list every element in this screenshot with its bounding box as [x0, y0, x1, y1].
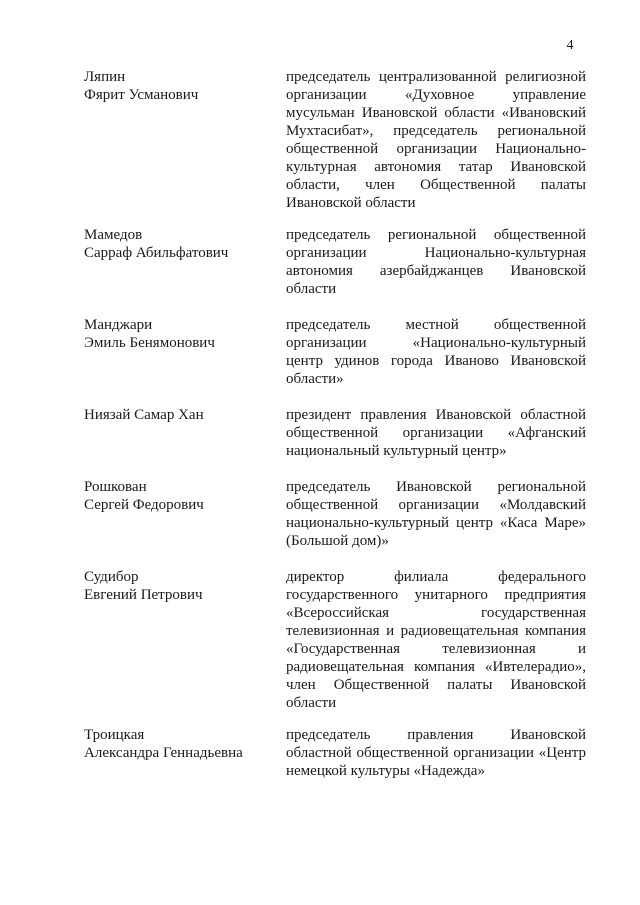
member-name [84, 478, 284, 568]
position-line: (Большой дом)» [286, 533, 389, 549]
member-surname: Манджари [84, 317, 153, 333]
position-line: государственного унитарного предприятия [286, 587, 586, 603]
member-position [286, 316, 586, 388]
member-entry [0, 726, 640, 798]
member-surname: Троицкая [84, 727, 145, 743]
position-line: «Всероссийская государственная [286, 605, 586, 621]
member-name [84, 568, 284, 726]
member-full-name: Ниязай Самар Хан [84, 407, 204, 423]
member-entry [0, 478, 640, 568]
member-entry [0, 406, 640, 478]
member-surname: Мамедов [84, 227, 143, 243]
position-line: организации Национально-культурная [286, 245, 586, 261]
member-name [84, 226, 284, 316]
position-line: общественной организации Национально- [286, 141, 586, 157]
position-line: председатель региональной общественной [286, 227, 586, 243]
member-entry [0, 68, 640, 226]
position-line: культурная автономия татар Ивановской [286, 159, 586, 175]
position-line: области [286, 281, 337, 297]
member-name [84, 68, 284, 226]
position-line: общественной организации «Молдавский [286, 497, 586, 513]
position-line: председатель централизованной религиозной [286, 69, 586, 85]
member-given-names: Сарраф Абильфатович [84, 245, 229, 261]
member-name [84, 726, 284, 798]
member-entry [0, 316, 640, 406]
position-line: области, член Общественной палаты [286, 177, 586, 193]
member-given-names: Александра Геннадьевна [84, 745, 243, 761]
page-number: 4 [566, 38, 574, 53]
position-line: председатель местной общественной [286, 317, 586, 333]
position-line: член Общественной палаты Ивановской [286, 677, 586, 693]
position-line: автономия азербайджанцев Ивановской [286, 263, 586, 279]
member-position [286, 406, 586, 460]
member-given-names: Сергей Федорович [84, 497, 204, 513]
position-line: национально-культурный центр «Каса Маре» [286, 515, 586, 531]
position-line: Ивановской области [286, 195, 416, 211]
position-line: центр удинов города Иваново Ивановской [286, 353, 586, 369]
member-entry [0, 226, 640, 316]
position-line: телевизионная и радиовещательная компания [286, 623, 586, 639]
position-line: председатель Ивановской региональной [286, 479, 586, 495]
position-line: председатель правления Ивановской [286, 727, 586, 743]
member-given-names: Эмиль Бенямонович [84, 335, 215, 351]
member-surname: Рошкован [84, 479, 147, 495]
member-position [286, 478, 586, 550]
position-line: директор филиала федерального [286, 569, 586, 585]
member-surname: Ляпин [84, 69, 126, 85]
position-line: области [286, 695, 337, 711]
position-line: Мухтасибат», председатель региональной [286, 123, 586, 139]
member-entry [0, 568, 640, 726]
position-line: «Государственная телевизионная и [286, 641, 586, 657]
position-line: областной общественной организации «Центр [286, 745, 586, 761]
position-line: президент правления Ивановской областной [286, 407, 586, 423]
position-line: национальный культурный центр» [286, 443, 507, 459]
position-line: общественной организации «Афганский [286, 425, 586, 441]
member-position [286, 68, 586, 212]
member-name [84, 406, 284, 478]
position-line: организации «Духовное управление [286, 87, 586, 103]
position-line: немецкой культуры «Надежда» [286, 763, 485, 779]
member-given-names: Фярит Усманович [84, 87, 199, 103]
member-position [286, 226, 586, 298]
position-line: радиовещательная компания «Ивтелерадио», [286, 659, 586, 675]
members-list [0, 68, 640, 798]
member-given-names: Евгений Петрович [84, 587, 203, 603]
member-position [286, 568, 586, 712]
position-line: организации «Национально-культурный [286, 335, 586, 351]
position-line: области» [286, 371, 344, 387]
member-position [286, 726, 586, 780]
position-line: мусульман Ивановской области «Ивановский [286, 105, 586, 121]
member-name [84, 316, 284, 406]
member-surname: Судибор [84, 569, 139, 585]
